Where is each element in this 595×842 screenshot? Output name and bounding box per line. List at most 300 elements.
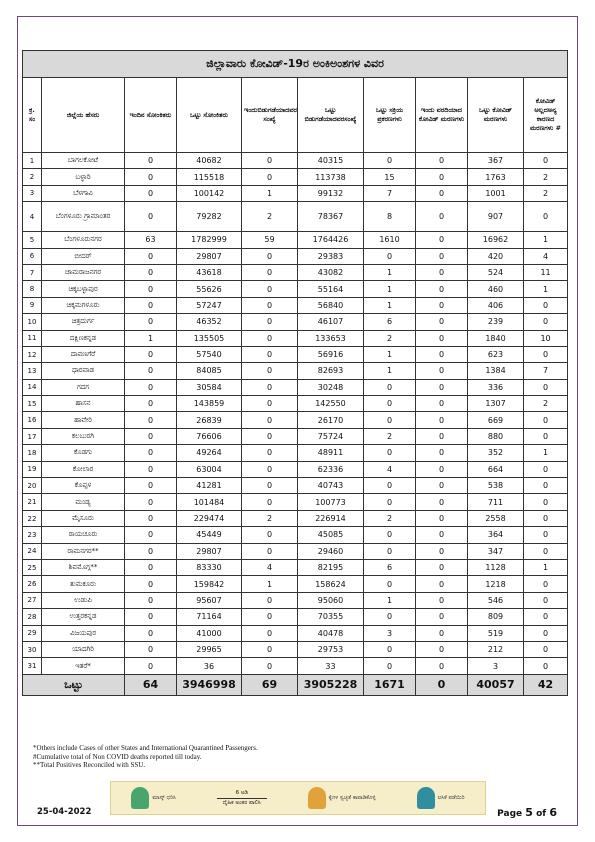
serial-cell: 1 [23, 153, 42, 169]
hands-text: ಕೈಗಳ ಸ್ವಚ್ಛತೆ ಕಾಪಾಡಿಕೊಳ್ಳಿ [328, 794, 376, 801]
value-cell: 0 [524, 461, 568, 477]
value-cell: 0 [242, 609, 298, 625]
value-cell: 1 [524, 559, 568, 575]
value-cell: 0 [524, 592, 568, 608]
district-cell: ದಕ್ಷಿಣಕನ್ನಡ [42, 330, 125, 346]
value-cell: 76606 [177, 428, 242, 444]
value-cell: 63 [125, 232, 177, 248]
value-cell: 1 [524, 445, 568, 461]
serial-cell: 31 [23, 658, 42, 674]
value-cell: 0 [125, 314, 177, 330]
district-cell: ಉತ್ತರಕನ್ನಡ [42, 609, 125, 625]
value-cell: 1384 [468, 363, 524, 379]
value-cell: 0 [416, 232, 468, 248]
value-cell: 0 [416, 543, 468, 559]
value-cell: 0 [242, 314, 298, 330]
value-cell: 0 [125, 185, 177, 201]
value-cell: 0 [125, 428, 177, 444]
district-cell: ಬಳ್ಳಾರಿ [42, 169, 125, 185]
value-cell: 0 [125, 445, 177, 461]
value-cell: 0 [364, 153, 416, 169]
value-cell: 3 [468, 658, 524, 674]
page-number [497, 806, 557, 819]
serial-cell: 20 [23, 478, 42, 494]
footnotes [33, 744, 258, 770]
value-cell: 1 [364, 264, 416, 280]
value-cell: 62336 [298, 461, 364, 477]
column-header: ಕೋವಿಡ್ ಅಲ್ಲದಅನ್ಯ ಕಾರಣದ ಮರಣಗಳು # [524, 78, 568, 153]
value-cell: 0 [242, 248, 298, 264]
serial-cell: 3 [23, 185, 42, 201]
value-cell: 212 [468, 641, 524, 657]
value-cell: 1 [524, 232, 568, 248]
value-cell: 0 [416, 592, 468, 608]
value-cell: 0 [125, 576, 177, 592]
value-cell: 8 [364, 202, 416, 232]
value-cell: 48911 [298, 445, 364, 461]
table-row [23, 559, 568, 575]
value-cell: 0 [242, 428, 298, 444]
value-cell: 6 [364, 559, 416, 575]
district-cell: ಬೀದರ್ [42, 248, 125, 264]
value-cell: 79282 [177, 202, 242, 232]
value-cell: 0 [364, 609, 416, 625]
value-cell: 45449 [177, 527, 242, 543]
value-cell: 0 [364, 658, 416, 674]
district-cell: ಚಾಮರಾಜನಗರ [42, 264, 125, 280]
value-cell: 1763 [468, 169, 524, 185]
value-cell: 0 [524, 297, 568, 313]
value-cell: 1 [364, 592, 416, 608]
value-cell: 0 [524, 153, 568, 169]
value-cell: 30584 [177, 379, 242, 395]
value-cell: 0 [416, 428, 468, 444]
column-header: ಜಿಲ್ಲೆಯ ಹೆಸರು [42, 78, 125, 153]
serial-cell: 4 [23, 202, 42, 232]
value-cell: 0 [242, 330, 298, 346]
value-cell: 2 [524, 185, 568, 201]
serial-cell: 16 [23, 412, 42, 428]
serial-cell: 22 [23, 510, 42, 526]
value-cell: 0 [242, 478, 298, 494]
district-cell: ರಾಮನಗರ** [42, 543, 125, 559]
column-header: ಇಂದಿನ ಸೋಂಕಿತರು [125, 78, 177, 153]
value-cell: 159842 [177, 576, 242, 592]
value-cell: 1840 [468, 330, 524, 346]
value-cell: 7 [524, 363, 568, 379]
table-row [23, 445, 568, 461]
value-cell: 0 [416, 478, 468, 494]
value-cell: 0 [242, 494, 298, 510]
value-cell: 78367 [298, 202, 364, 232]
value-cell: 0 [364, 478, 416, 494]
value-cell: 84085 [177, 363, 242, 379]
table-row [23, 396, 568, 412]
serial-cell: 19 [23, 461, 42, 477]
value-cell: 0 [242, 592, 298, 608]
value-cell: 75724 [298, 428, 364, 444]
value-cell: 55626 [177, 281, 242, 297]
value-cell: 519 [468, 625, 524, 641]
table-title: ಜಿಲ್ಲಾವಾರು ಕೋವಿಡ್-19ರ ಅಂಕಿಅಂಶಗಳ ವಿವರ [23, 51, 568, 78]
mask-text: ಮಾಸ್ಕ್ ಧರಿಸಿ [152, 794, 176, 801]
column-header: ಒಟ್ಟು ಬಿಡುಗಡೆಯಾದವರಸಂಖ್ಯೆ [298, 78, 364, 153]
page-current: 5 [525, 806, 533, 819]
value-cell: 1 [364, 297, 416, 313]
value-cell: 0 [125, 609, 177, 625]
table-row [23, 625, 568, 641]
value-cell: 907 [468, 202, 524, 232]
value-cell: 364 [468, 527, 524, 543]
value-cell: 3 [364, 625, 416, 641]
footnote: #Cumulative total of Non COVID deaths reported till today. [33, 752, 202, 761]
value-cell: 0 [242, 527, 298, 543]
header-row [23, 78, 568, 153]
value-cell: 40743 [298, 478, 364, 494]
value-cell: 4 [524, 248, 568, 264]
footnote: **Total Positives Reconciled with SSU. [33, 761, 146, 769]
value-cell: 406 [468, 297, 524, 313]
table-row [23, 609, 568, 625]
value-cell: 1128 [468, 559, 524, 575]
district-cell: ಹಾಸನ [42, 396, 125, 412]
value-cell: 0 [524, 314, 568, 330]
value-cell: 15 [364, 169, 416, 185]
value-cell: 63004 [177, 461, 242, 477]
value-cell: 1218 [468, 576, 524, 592]
value-cell: 2 [242, 510, 298, 526]
value-cell: 809 [468, 609, 524, 625]
value-cell: 239 [468, 314, 524, 330]
value-cell: 36 [177, 658, 242, 674]
value-cell: 1 [364, 346, 416, 362]
value-cell: 0 [416, 363, 468, 379]
value-cell: 336 [468, 379, 524, 395]
district-cell: ಗದಗ [42, 379, 125, 395]
total-cell: 3905228 [298, 674, 364, 695]
value-cell: 26170 [298, 412, 364, 428]
value-cell: 100773 [298, 494, 364, 510]
value-cell: 40478 [298, 625, 364, 641]
handwash-icon [308, 787, 326, 809]
value-cell: 0 [416, 297, 468, 313]
serial-cell: 5 [23, 232, 42, 248]
value-cell: 0 [364, 543, 416, 559]
table-row [23, 248, 568, 264]
value-cell: 0 [125, 297, 177, 313]
district-cell: ಚಿತ್ರದುರ್ಗ [42, 314, 125, 330]
value-cell: 0 [416, 576, 468, 592]
distance-text: ದೈಹಿಕ ಅಂತರ ಪಾಲಿಸಿ [222, 799, 261, 806]
table-row [23, 232, 568, 248]
value-cell: 29460 [298, 543, 364, 559]
value-cell: 623 [468, 346, 524, 362]
value-cell: 0 [524, 494, 568, 510]
value-cell: 0 [125, 494, 177, 510]
district-cell: ಬಾಗಲಕೋಟೆ [42, 153, 125, 169]
value-cell: 538 [468, 478, 524, 494]
value-cell: 40682 [177, 153, 242, 169]
district-cell: ಶಿವಮೊಗ್ಗ** [42, 559, 125, 575]
serial-cell: 24 [23, 543, 42, 559]
value-cell: 158624 [298, 576, 364, 592]
value-cell: 1764426 [298, 232, 364, 248]
report-date: 25-04-2022 [37, 807, 92, 817]
district-cell: ಬೆಂಗಳೂರುನಗರ [42, 232, 125, 248]
distance-segment [217, 790, 267, 807]
value-cell: 1307 [468, 396, 524, 412]
value-cell: 0 [416, 609, 468, 625]
value-cell: 0 [416, 625, 468, 641]
value-cell: 0 [416, 185, 468, 201]
value-cell: 2 [524, 396, 568, 412]
value-cell: 0 [125, 543, 177, 559]
serial-cell: 9 [23, 297, 42, 313]
value-cell: 1 [524, 281, 568, 297]
value-cell: 880 [468, 428, 524, 444]
column-header: ಒಟ್ಟು ಕೋವಿಡ್ ಮರಣಗಳು [468, 78, 524, 153]
value-cell: 2 [364, 330, 416, 346]
value-cell: 0 [242, 281, 298, 297]
serial-cell: 28 [23, 609, 42, 625]
value-cell: 1 [242, 576, 298, 592]
value-cell: 0 [416, 510, 468, 526]
value-cell: 57540 [177, 346, 242, 362]
serial-cell: 7 [23, 264, 42, 280]
value-cell: 0 [524, 379, 568, 395]
serial-cell: 27 [23, 592, 42, 608]
value-cell: 4 [364, 461, 416, 477]
value-cell: 0 [125, 527, 177, 543]
column-header: ಕ್ರ. ಸಂ [23, 78, 42, 153]
value-cell: 83330 [177, 559, 242, 575]
value-cell: 0 [416, 461, 468, 477]
value-cell: 143859 [177, 396, 242, 412]
value-cell: 40315 [298, 153, 364, 169]
serial-cell: 25 [23, 559, 42, 575]
value-cell: 0 [416, 559, 468, 575]
footnote: *Others include Cases of other States and International Quarantined Passengers. [33, 744, 258, 752]
value-cell: 29807 [177, 248, 242, 264]
value-cell: 6 [364, 314, 416, 330]
value-cell: 0 [364, 396, 416, 412]
value-cell: 16962 [468, 232, 524, 248]
mask-segment [131, 787, 176, 809]
value-cell: 0 [125, 202, 177, 232]
value-cell: 135505 [177, 330, 242, 346]
value-cell: 0 [416, 379, 468, 395]
hands-segment [308, 787, 376, 809]
value-cell: 57247 [177, 297, 242, 313]
value-cell: 1 [242, 185, 298, 201]
district-cell: ಬೆಂಗಳೂರು ಗ್ರಾಮಾಂತರ [42, 202, 125, 232]
value-cell: 2 [524, 169, 568, 185]
table-row [23, 641, 568, 657]
value-cell: 29753 [298, 641, 364, 657]
value-cell: 0 [524, 609, 568, 625]
value-cell: 11 [524, 264, 568, 280]
column-header: ಒಟ್ಟು ಸೋಂಕಿತರು [177, 78, 242, 153]
value-cell: 0 [125, 592, 177, 608]
value-cell: 0 [416, 169, 468, 185]
value-cell: 0 [125, 658, 177, 674]
value-cell: 0 [125, 169, 177, 185]
value-cell: 0 [125, 478, 177, 494]
table-row [23, 658, 568, 674]
table-row [23, 314, 568, 330]
district-cell: ರಾಯಚೂರು [42, 527, 125, 543]
value-cell: 0 [524, 202, 568, 232]
district-cell: ಕೊಡಗು [42, 445, 125, 461]
value-cell: 0 [125, 153, 177, 169]
value-cell: 0 [416, 346, 468, 362]
value-cell: 664 [468, 461, 524, 477]
value-cell: 71164 [177, 609, 242, 625]
page-total: 6 [549, 806, 557, 819]
value-cell: 0 [416, 248, 468, 264]
value-cell: 0 [125, 625, 177, 641]
value-cell: 43618 [177, 264, 242, 280]
value-cell: 33 [298, 658, 364, 674]
value-cell: 0 [125, 412, 177, 428]
value-cell: 0 [125, 379, 177, 395]
value-cell: 1 [364, 363, 416, 379]
value-cell: 0 [242, 625, 298, 641]
table-row [23, 264, 568, 280]
value-cell: 2 [364, 428, 416, 444]
value-cell: 7 [364, 185, 416, 201]
value-cell: 0 [125, 559, 177, 575]
value-cell: 43082 [298, 264, 364, 280]
serial-cell: 17 [23, 428, 42, 444]
value-cell: 0 [416, 330, 468, 346]
value-cell: 95607 [177, 592, 242, 608]
district-cell: ಕಲಬುರಗಿ [42, 428, 125, 444]
value-cell: 0 [242, 363, 298, 379]
district-cell: ಕೊಪ್ಪಳ [42, 478, 125, 494]
vaccine-segment [417, 787, 465, 809]
value-cell: 0 [524, 478, 568, 494]
value-cell: 0 [364, 527, 416, 543]
value-cell: 226914 [298, 510, 364, 526]
value-cell: 82195 [298, 559, 364, 575]
page-prefix: Page [497, 809, 523, 819]
value-cell: 46352 [177, 314, 242, 330]
value-cell: 0 [242, 658, 298, 674]
value-cell: 460 [468, 281, 524, 297]
value-cell: 0 [125, 264, 177, 280]
value-cell: 49264 [177, 445, 242, 461]
district-cell: ಮಂಡ್ಯ [42, 494, 125, 510]
value-cell: 0 [364, 445, 416, 461]
table-row [23, 281, 568, 297]
value-cell: 30248 [298, 379, 364, 395]
value-cell: 0 [416, 527, 468, 543]
value-cell: 0 [364, 379, 416, 395]
vaccine-text: ಲಸಿಕೆ ಪಡೆಯಿರಿ [437, 794, 465, 801]
page-sep: of [536, 809, 547, 819]
serial-cell: 8 [23, 281, 42, 297]
covid-guidelines-banner [110, 781, 486, 815]
table-row [23, 379, 568, 395]
table-row [23, 543, 568, 559]
serial-cell: 18 [23, 445, 42, 461]
value-cell: 95060 [298, 592, 364, 608]
table-row [23, 412, 568, 428]
mask-icon [131, 787, 149, 809]
value-cell: 29965 [177, 641, 242, 657]
value-cell: 0 [242, 169, 298, 185]
distance-value: 6 ಅಡಿ [235, 789, 248, 796]
value-cell: 133653 [298, 330, 364, 346]
value-cell: 0 [416, 641, 468, 657]
value-cell: 0 [242, 346, 298, 362]
table-row [23, 153, 568, 169]
total-cell: 1671 [364, 674, 416, 695]
value-cell: 1782999 [177, 232, 242, 248]
value-cell: 56916 [298, 346, 364, 362]
value-cell: 0 [242, 297, 298, 313]
value-cell: 0 [524, 510, 568, 526]
value-cell: 0 [364, 494, 416, 510]
table-row [23, 461, 568, 477]
table-row [23, 169, 568, 185]
value-cell: 0 [364, 641, 416, 657]
district-cell: ಮೈಸೂರು [42, 510, 125, 526]
table-row [23, 428, 568, 444]
value-cell: 2 [364, 510, 416, 526]
value-cell: 26839 [177, 412, 242, 428]
value-cell: 1610 [364, 232, 416, 248]
table-row [23, 185, 568, 201]
value-cell: 347 [468, 543, 524, 559]
value-cell: 59 [242, 232, 298, 248]
value-cell: 0 [242, 412, 298, 428]
serial-cell: 23 [23, 527, 42, 543]
total-row [23, 674, 568, 695]
value-cell: 0 [125, 248, 177, 264]
value-cell: 0 [242, 396, 298, 412]
value-cell: 0 [364, 412, 416, 428]
value-cell: 546 [468, 592, 524, 608]
district-cell: ಉಡುಪಿ [42, 592, 125, 608]
value-cell: 229474 [177, 510, 242, 526]
value-cell: 0 [364, 248, 416, 264]
value-cell: 10 [524, 330, 568, 346]
value-cell: 0 [416, 494, 468, 510]
value-cell: 0 [524, 543, 568, 559]
district-cell: ಕೋಲಾರ [42, 461, 125, 477]
value-cell: 0 [125, 281, 177, 297]
column-header: ಇಂದುಬಿಡುಗಡೆಯಾದವರ ಸಂಖ್ಯೆ [242, 78, 298, 153]
value-cell: 0 [125, 461, 177, 477]
distance-arrow-icon [217, 798, 267, 799]
value-cell: 115518 [177, 169, 242, 185]
value-cell: 142550 [298, 396, 364, 412]
value-cell: 41281 [177, 478, 242, 494]
column-header: ಇಂದು ವರದಿಯಾದ ಕೋವಿಡ್ ಮರಣಗಳು [416, 78, 468, 153]
value-cell: 0 [416, 412, 468, 428]
district-cell: ಯಾದಗಿರಿ [42, 641, 125, 657]
value-cell: 82693 [298, 363, 364, 379]
district-cell: ಚಿಕ್ಕಬಳ್ಳಾಪುರ [42, 281, 125, 297]
value-cell: 29807 [177, 543, 242, 559]
serial-cell: 2 [23, 169, 42, 185]
value-cell: 29383 [298, 248, 364, 264]
value-cell: 0 [125, 363, 177, 379]
total-cell: 42 [524, 674, 568, 695]
value-cell: 0 [416, 281, 468, 297]
